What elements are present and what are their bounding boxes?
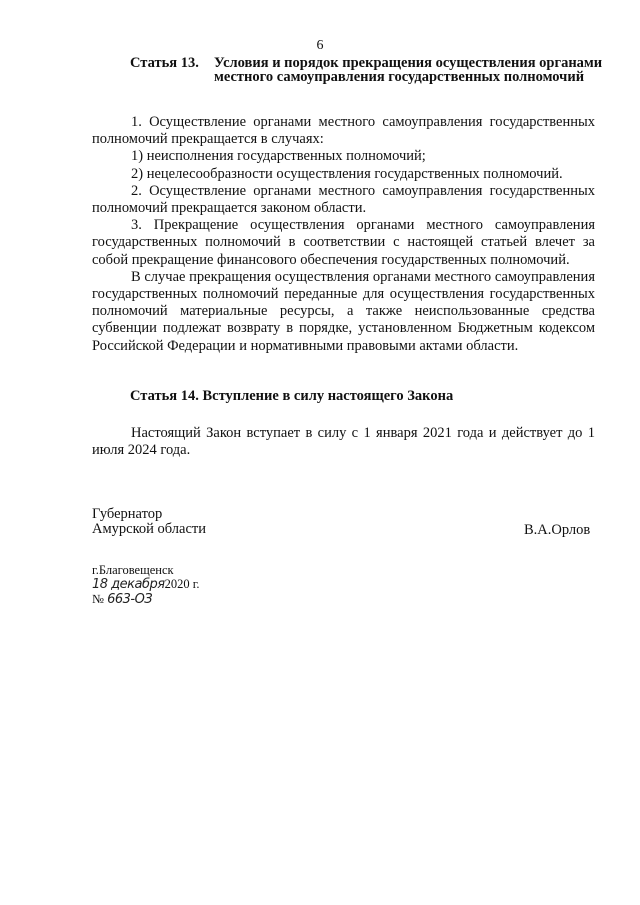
article-13-paragraph-2: 2. Осуществление органами местного самоуправления государственных полномочий прекращается законом области. (92, 182, 595, 217)
signatory-position-line-2: Амурской области (92, 521, 206, 537)
law-number (92, 592, 200, 607)
city: г.Благовещенск (92, 563, 174, 577)
article-14-body (92, 425, 595, 459)
signatory-position (92, 507, 206, 537)
number-prefix: № (92, 592, 104, 606)
handwritten-law-number: 663-ОЗ (107, 592, 153, 607)
article-13-paragraph-1: 1. Осуществление органами местного самоуправления государственных полномочий прекращается в случаях: (92, 114, 595, 148)
place-date-block (92, 563, 200, 607)
article-14-heading: Статья 14. Вступление в силу настоящего Закона (130, 388, 454, 404)
article-13-paragraph-3: 3. Прекращение осуществления органами местного самоуправления государственных полномочий в соответствии с настоящей статьей влечет за собой прекращение финансового обеспечения государственных полномочий. (92, 217, 595, 268)
page-number: 6 (316, 38, 324, 53)
date-year: 2020 г. (164, 577, 200, 591)
signatory-position-line-1: Губернатор (92, 506, 163, 522)
article-13-body (92, 114, 595, 355)
handwritten-date: 18 декабря (92, 577, 165, 592)
article-14-text: Настоящий Закон вступает в силу с 1 января 2021 года и действует до 1 июля 2024 года. (92, 425, 595, 459)
article-13-paragraph-1-item-2: 2) нецелесообразности осуществления государственных полномочий. (131, 165, 563, 182)
article-13-title: Условия и порядок прекращения осуществления органами местного самоуправления государственных полномочий (214, 55, 603, 85)
article-13-paragraph-1-item-1: 1) неисполнения государственных полномочий; (131, 148, 426, 165)
signing-date (92, 577, 200, 592)
signatory-name: В.А.Орлов (524, 522, 591, 538)
article-13-paragraph-4: В случае прекращения осуществления органами местного самоуправления государственных полномочий переданные для осуществления государственных полномочий материальные ресурсы, а также неиспользованные средства субвенции подлежат возврату в порядке, установленном Бюджетным кодексом Российской Федерации и нормативными правовыми актами области. (92, 268, 595, 354)
article-13-number: Статья 13. (130, 55, 199, 71)
